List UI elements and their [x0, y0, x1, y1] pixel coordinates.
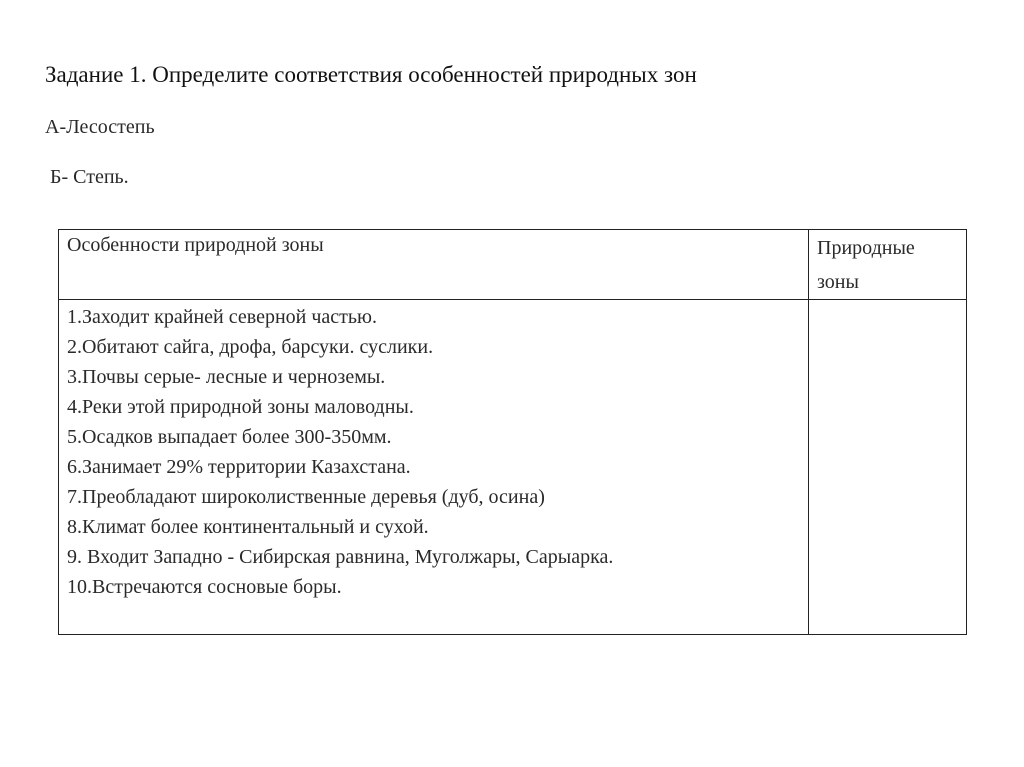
feature-item-9: 9. Входит Западно - Сибирская равнина, Муголжары, Сарыарка. — [67, 546, 614, 568]
zones-answer-cell[interactable] — [809, 300, 967, 635]
feature-item-6: 6.Занимает 29% территории Казахстана. — [67, 456, 411, 478]
header-features-cell — [59, 230, 809, 300]
header-zones-cell — [809, 230, 967, 300]
feature-item-7: 7.Преобладают широколиственные деревья (дуб, осина) — [67, 486, 545, 508]
option-a-forest-steppe: А-Лесостепь — [45, 116, 155, 138]
features-list-cell — [59, 300, 809, 635]
feature-item-8: 8.Климат более континентальный и сухой. — [67, 516, 429, 538]
matching-table — [58, 229, 967, 635]
header-features-label: Особенности природной зоны — [67, 234, 324, 256]
header-zones-label-line2: зоны — [817, 271, 859, 293]
table-row — [59, 300, 967, 635]
feature-item-10: 10.Встречаются сосновые боры. — [67, 576, 342, 598]
header-zones-label-line1: Природные — [817, 237, 915, 259]
task-title: Задание 1. Определите соответствия особенностей природных зон — [45, 62, 697, 87]
table-header-row — [59, 230, 967, 300]
feature-item-2: 2.Обитают сайга, дрофа, барсуки. суслики. — [67, 336, 434, 358]
feature-item-5: 5.Осадков выпадает более 300-350мм. — [67, 426, 392, 448]
feature-item-4: 4.Реки этой природной зоны маловодны. — [67, 396, 414, 418]
feature-item-3: 3.Почвы серые- лесные и черноземы. — [67, 366, 386, 388]
option-b-steppe: Б- Степь. — [50, 166, 129, 188]
feature-item-1: 1.Заходит крайней северной частью. — [67, 306, 377, 328]
